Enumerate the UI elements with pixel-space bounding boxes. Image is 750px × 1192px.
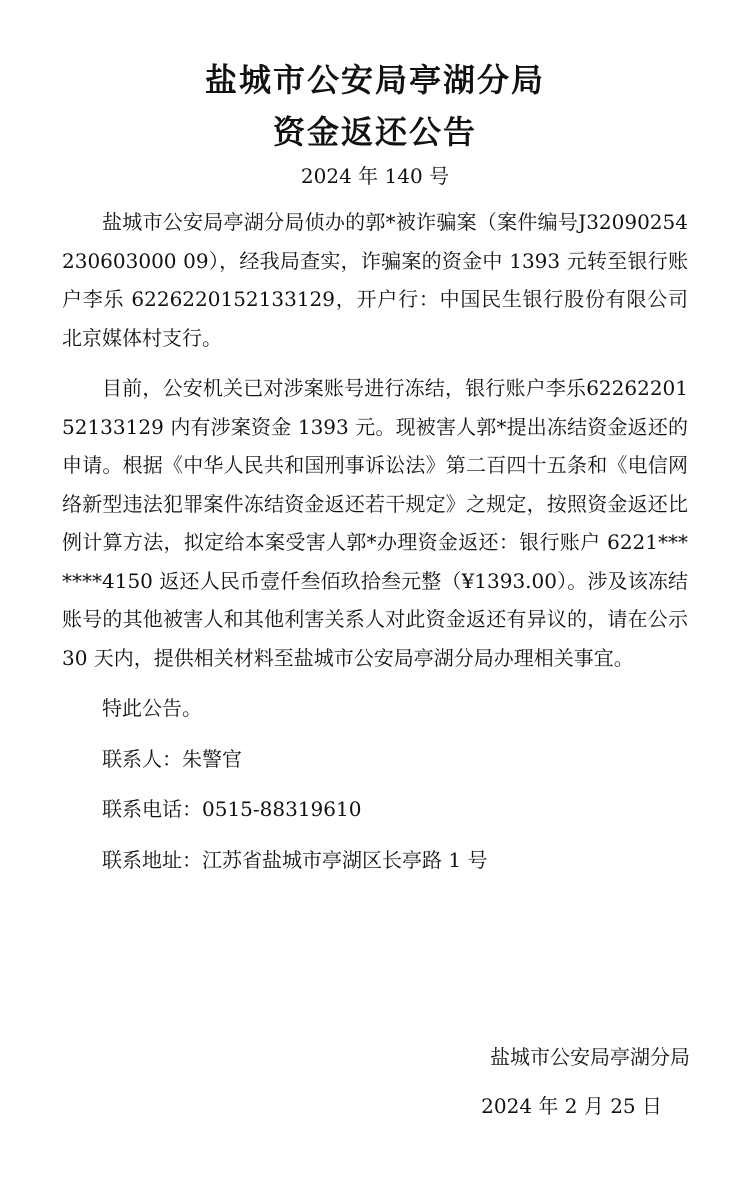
issue-date: 2024 年 2 月 25 日 bbox=[481, 1094, 662, 1118]
paragraph-case-info: 盐城市公安局亭湖分局侦办的郭*被诈骗案（案件编号J32090254230603000 09），经我局查实，诈骗案的资金中 1393 元转至银行账户李乐 6226220152133129，开户行：中国民生银行股份有限公司北京媒体村支行。 bbox=[62, 210, 688, 350]
paragraph-refund-details: 目前，公安机关已对涉案账号进行冻结，银行账户李乐6226220152133129 内有涉案资金 1393 元。现被害人郭*提出冻结资金返还的申请。根据《中华人民共和国刑事诉讼法》第二百四十五条和《电信网络新型违法犯罪案件冻结资金返还若干规定》之规定，按照资金返还比例计算方法，拟定给本案受害人郭*办理资金返还：银行账户 6221*******4150 返还人民币壹仟叁佰玖拾叁元整（¥1393.00）。涉及该冻结账号的其他被害人和其他利害关系人对此资金返还有异议的，请在公示 30 天内，提供相关材料至盐城市公安局亭湖分局办理相关事宜。 bbox=[62, 376, 688, 670]
issuing-authority: 盐城市公安局亭湖分局 bbox=[490, 1045, 690, 1069]
title-line-2: 资金返还公告 bbox=[272, 113, 477, 151]
contact-address: 联系地址：江苏省盐城市亭湖区长亭路 1 号 bbox=[102, 847, 488, 872]
notice-body bbox=[62, 203, 688, 879]
contact-phone: 联系电话：0515-88319610 bbox=[102, 797, 362, 821]
document-number: 2024 年 140 号 bbox=[300, 164, 450, 188]
contact-person: 联系人：朱警官 bbox=[102, 746, 242, 771]
title-line-1: 盐城市公安局亭湖分局 bbox=[204, 61, 545, 99]
closing-text: 特此公告。 bbox=[102, 696, 202, 720]
